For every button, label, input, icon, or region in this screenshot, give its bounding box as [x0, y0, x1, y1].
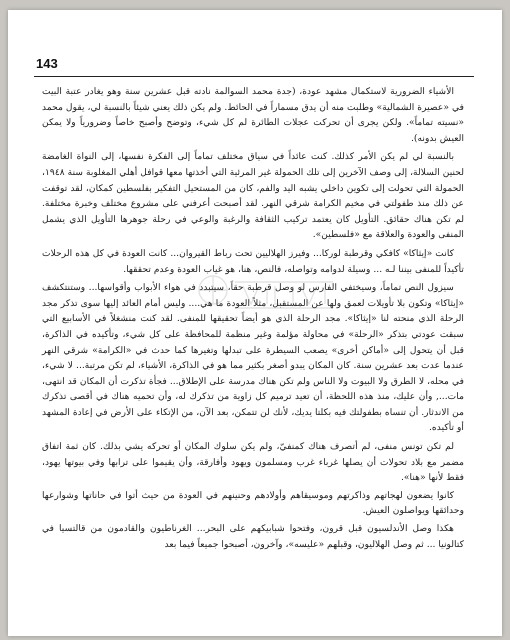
paragraph-1: الأشياء الضرورية لاستكمال مشهد عودة، (جدة محمد السوالمة نادته قبل عشرين سنة وهو يغادر عتبة البيت في «عصيرة الشمالية» وطلبت منه أن يدق مسماراً في الحائط. ولم يكن ذلك يعني شيئاً بالنسبة لي، يقول محمد «نسيته تماماً». ولكن يجرى أن تحركت عجلات الطائرة لم كل شيء، وتوضح وأصبح خاصاً وضرورياً ولا يمكن العيش بدونه). — [42, 86, 464, 144]
paragraph-4: سيزول النص تماماً، وسيختفي الفارس لو وصل قرطبة حقاً، سيتبدد في هواء الأبواب وأقواسها... وستنتكشف «إيثاكا» وتكون بلا تأويلات لعمق ولها عن المستقبل، مثلاً العودة ما هي.... وليس أمام العائد إليها سوى تذكر مجد الرحلة الذي منحته لنا «إيثاكا». مجد الرحلة الذي هو أيضاً تحقيقها للمنفى. لقد كنت منشغلاً في الأسابيع التي سبقت عودتي بتذكر «الرحلة» في محاولة مؤلمة وغير منظمة للمحافظة على كل شيء، وتأكيده في الذاكرة، قبل أن يتحول إلى «أماكن أخرى» يصعب السيطرة على تبدلها وتغيرها كما حدث في «الكرامة» شرقي النهر عندما عدت بعد عشرين سنة. كان المكان يبدو أصغر بكثير مما هو في الذاكرة، الأشياء، لم تكن مرتبة... لا شيء، في محله، لا الطرق ولا البيوت ولا الناس ولم تكن هناك مدرسة على الإطلاق... فجأة تذكرت أن المكان قد انتهى، مات..., وأن عليك، منذ هذه اللحظة، أن تعيد ترميم كل زاوية من تذكرك له، وأن تحميه هناك في أقصى تذكرك من الاندثار. أن تنساه بطفولتك فيه بكلتا يديك، لأنك لن تتمكن، بعد الآن، من الإتكاء على الأرض في إعادة المشهد أو تأكيده. — [42, 282, 464, 434]
paragraph-5: لم تكن تونس منفى، لم أتصرف هناك كمنفيّ، ولم يكن سلوك المكان أو تحركه يشي بذلك. كان ثمة اتفاق مضمر مع بلاد تحولات أن يصلها غرباء غرب ومسلمون ويهود وأفارقة، وأن يقيموا على ترابها وفي بيوتها يهود، فقط لأنها «هنا». — [42, 441, 464, 484]
paragraph-7: هكذا وصل الأندلسيون قبل قرون، وفتحوا شبابيكهم على البحر... الغرناطيون والقادمون من قالتسيا في كتالونيا ... ثم وصل الهلاليون، وقبلهم «عليسه»، وآخرون، أصبحوا جميعاً فيما بعد — [42, 523, 464, 550]
body-text — [42, 84, 464, 554]
header-rule — [34, 76, 474, 77]
paragraph-2: بالنسبة لي لم يكن الأمر كذلك. كنت عائداً في سياق مختلف تماماً إلى الفكرة نفسها، إلى النواة الغامضة لحنين السلالة، إلى وصف الآخرين إلى تلك الحمولة غير المرئية التي أخذتها معها قوافل أهلي المغلوبة سنة ١٩٤٨، الحمولة التي تحولت إلى تكوين داخلي يشبه اليد والفم، كان من المستحيل التفكير بفلسطين كمكان، لقد توقفت عن ذلك منذ طفولتي في مخيم الكرامة شرقي النهر. لقد أصبحت أعرفني على مشروع مختلف وخبرة مختلفة. لم تكن هناك حقائق. التأويل كان يعتمد تركيب الثقافة والرغبة والوعي في رحلة جوهرها التأويل الذي يشمل المنفى والعودة والعلاقة مع «فلسطين». — [42, 151, 464, 241]
paragraph-3: كانت «إيثاكا» كافكي وقرطبة لوركا... وفيرز الهلاليين تحت رباط القيروان... كانت العودة في كل هذه الرحلات تأكيداً للمنفى بيننا لـه ... وسيلة لدوامه وتواصله، فالنص، هنا، هو غياب العودة وعدم تحققها. — [42, 247, 464, 275]
book-page — [8, 10, 502, 636]
paragraph-6: كانوا يضعون لهجاتهم وذاكرتهم وموسيقاهم وأولادهم وحنينهم في العودة من حيث أتوا في حاناتها وشوارعها وحدائقها ويواصلون العيش. — [42, 489, 464, 517]
page-number: 143 — [36, 56, 58, 71]
